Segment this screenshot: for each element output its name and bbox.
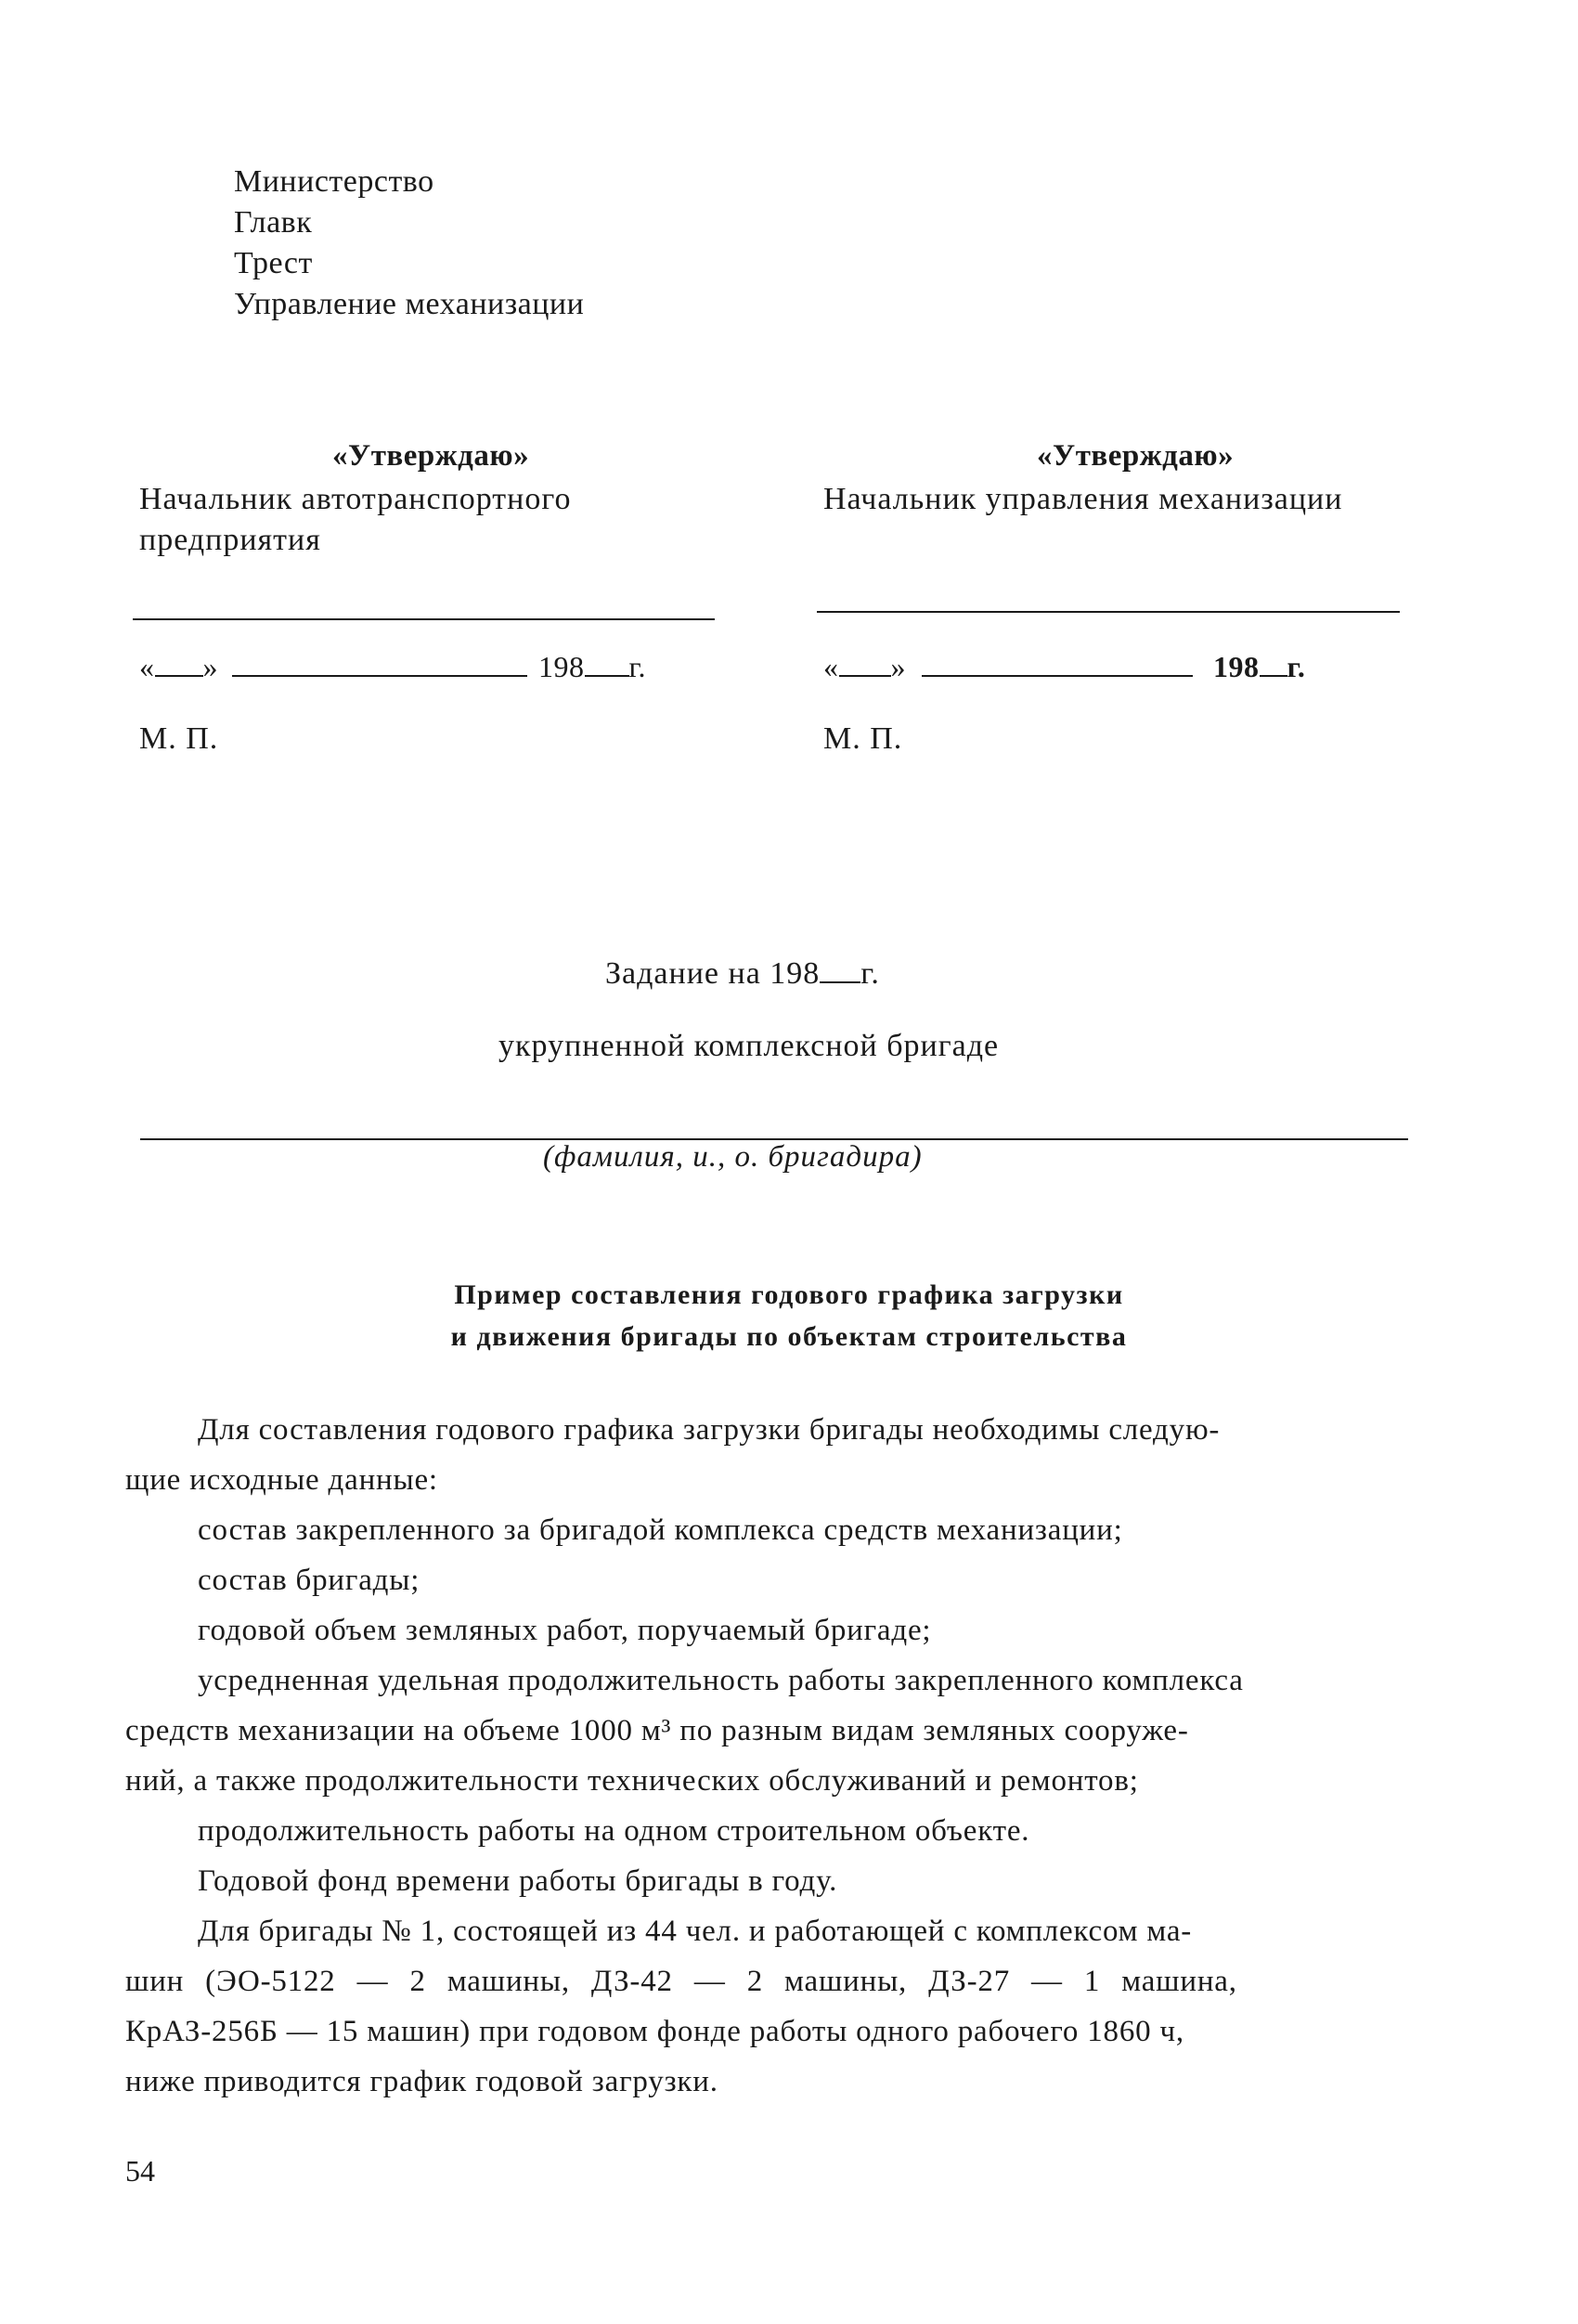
year-prefix: 198 <box>538 650 585 683</box>
approval-left-signature-line <box>133 618 715 620</box>
body-paragraph-3-line4: ниже приводится график годовой загрузки. <box>125 2065 718 2098</box>
approval-right-title-line1: Начальник управления механизации <box>823 482 1343 516</box>
approval-left-heading: «Утверждаю» <box>332 439 530 473</box>
date-close-quote: » <box>890 650 906 683</box>
day-blank <box>839 656 891 677</box>
section-heading-line2: и движения бригады по объектам строительства <box>450 1321 1128 1352</box>
body-paragraph-3-line1: Для бригады № 1, состоящей из 44 чел. и работающей с комплексом ма- <box>198 1915 1193 1948</box>
body-paragraph-1: Для составления годового графика загрузки бригады необходимы следую- <box>198 1413 1221 1447</box>
foreman-name-caption: (фамилия, и., о. бригадира) <box>543 1140 923 1174</box>
list-item-4-line3: ний, а также продолжительности технических обслуживаний и ремонтов; <box>125 1764 1139 1798</box>
body-paragraph-2: Годовой фонд времени работы бригады в году. <box>198 1864 838 1898</box>
approval-left-stamp: М. П. <box>139 721 219 756</box>
date-close-quote: » <box>202 650 218 683</box>
page-number: 54 <box>125 2154 155 2188</box>
date-open-quote: « <box>139 650 155 683</box>
approval-left-title-line2: предприятия <box>139 523 321 557</box>
task-title-line2: укрупненной комплексной бригаде <box>498 1029 1000 1063</box>
list-item-4-line1: усредненная удельная продолжительность работы закрепленного комплекса <box>198 1664 1244 1697</box>
date-open-quote: « <box>823 650 839 683</box>
list-item-2: состав бригады; <box>198 1564 420 1597</box>
body-paragraph-3-line2: шин (ЭО-5122 — 2 машины, ДЗ-42 — 2 машины, ДЗ-27 — 1 машина, <box>125 1965 1237 1998</box>
header-mechanization-dept: Управление механизации <box>234 287 585 321</box>
day-blank <box>155 656 203 677</box>
header-ministry: Министерство <box>234 164 434 199</box>
approval-right-heading: «Утверждаю» <box>1037 439 1235 473</box>
year-prefix: 198 <box>1213 650 1260 683</box>
approval-left-title-line1: Начальник автотранспортного <box>139 482 572 516</box>
header-glavk: Главк <box>234 205 313 240</box>
approval-left-date-row <box>139 650 646 684</box>
section-heading-line1: Пример составления годового графика загрузки <box>454 1279 1124 1310</box>
month-blank <box>232 656 527 677</box>
list-item-3: годовой объем земляных работ, поручаемый бригаде; <box>198 1614 932 1647</box>
task-title-suffix: г. <box>860 956 880 991</box>
list-item-4-line2: средств механизации на объеме 1000 м³ по разным видам земляных сооруже- <box>125 1714 1189 1747</box>
year-blank <box>1260 656 1287 677</box>
month-blank <box>922 656 1193 677</box>
task-title-prefix: Задание на 198 <box>605 956 821 991</box>
body-paragraph-3-line3: КрАЗ-256Б — 15 машин) при годовом фонде работы одного рабочего 1860 ч, <box>125 2015 1184 2048</box>
list-item-1: состав закрепленного за бригадой комплекса средств механизации; <box>198 1513 1123 1547</box>
task-title-line1 <box>605 956 880 992</box>
approval-right-stamp: М. П. <box>823 721 903 756</box>
list-item-5: продолжительность работы на одном строительном объекте. <box>198 1814 1030 1848</box>
approval-right-date-row <box>823 650 1305 684</box>
header-trust: Трест <box>234 246 313 280</box>
body-paragraph-1-cont: щие исходные данные: <box>125 1463 438 1497</box>
task-year-blank <box>820 963 860 983</box>
approval-right-signature-line <box>817 611 1400 613</box>
year-suffix: г. <box>1287 650 1306 683</box>
year-blank <box>585 656 629 677</box>
year-suffix: г. <box>628 650 647 683</box>
